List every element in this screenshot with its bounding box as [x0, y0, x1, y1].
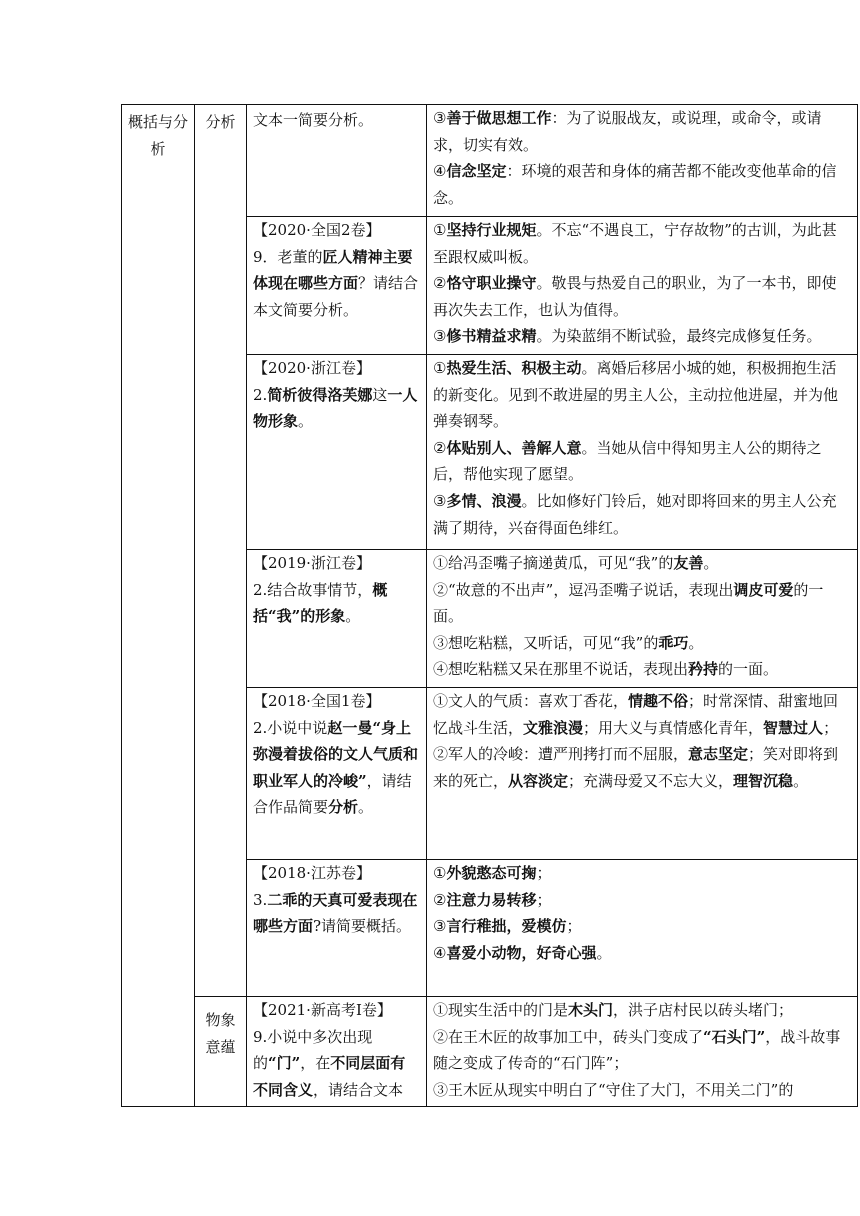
answer-cell — [427, 997, 858, 1107]
answer-cell — [427, 550, 858, 688]
question-cell — [247, 550, 427, 688]
question-source: 【2018·全国1卷】 — [253, 692, 381, 710]
question-text: 3.二乖的天真可爱表现在哪些方面?请简要概括。 — [253, 890, 418, 936]
question-text: 9．老董的匠人精神主要体现在哪些方面？请结合本文简要分析。 — [253, 247, 419, 319]
question-cell — [247, 217, 427, 355]
question-source: 【2018·江苏卷】 — [253, 864, 371, 882]
answer-line: ④信念坚定：环境的艰苦和身体的痛苦都不能改变他革命的信念。 — [433, 162, 837, 207]
answer-line: ①给冯歪嘴子摘递黄瓜，可见“我”的友善。 — [433, 554, 719, 572]
question-cell — [247, 355, 427, 550]
question-text: 9.小说中多次出现的“门”，在不同层面有不同含义，请结合文本 — [253, 1027, 406, 1099]
answer-cell — [427, 688, 858, 860]
analysis-table — [121, 104, 858, 1107]
answer-line: ①文人的气质：喜欢丁香花，情趣不俗；时常深情、甜蜜地回忆战斗生活，文雅浪漫；用大义与真情感化青年，智慧过人； — [433, 692, 839, 737]
answer-line: ②体贴别人、善解人意。当她从信中得知男主人公的期待之后，帮他实现了愿望。 — [433, 438, 822, 484]
question-cell — [247, 860, 427, 997]
table-row — [122, 105, 858, 217]
question-cell — [247, 105, 427, 217]
question-cell — [247, 997, 427, 1107]
question-cell — [247, 688, 427, 860]
answer-line: ③王木匠从现实中明白了“守住了大门，不用关二门”的 — [433, 1080, 794, 1099]
answer-line: ④想吃粘糕又呆在那里不说话，表现出矜持的一面。 — [433, 660, 779, 679]
question-text: 2.简析彼得洛芙娜这一人物形象。 — [253, 385, 418, 431]
answer-cell — [427, 860, 858, 997]
question-source: 【2019·浙江卷】 — [253, 554, 371, 572]
question-source: 【2020·全国2卷】 — [253, 221, 381, 239]
subcategory-cell — [195, 105, 247, 997]
answer-line: ③言行稚拙，爱模仿； — [433, 917, 582, 936]
answer-cell — [427, 105, 858, 217]
answer-line: ①现实生活中的门是木头门，洪子店村民以砖头堵门； — [433, 1001, 794, 1019]
answer-line: ②在王木匠的故事加工中，砖头门变成了“石头门”，战斗故事随之变成了传奇的“石门阵”； — [433, 1027, 841, 1073]
question-text: 文本一简要分析。 — [253, 111, 374, 129]
category-cell — [122, 105, 195, 1107]
answer-line: ③多情、浪漫。比如修好门铃后，她对即将回来的男主人公充满了期待，兴奋得面色绯红。 — [433, 491, 837, 537]
subcategory-label: 物象意蕴 — [205, 1011, 236, 1056]
answer-line: ①外貌憨态可掬； — [433, 864, 552, 882]
answer-line: ①坚持行业规矩。不忘“不遇良工，宁存故物”的古训，为此甚至跟权威叫板。 — [433, 221, 837, 266]
subcategory-label: 分析 — [205, 113, 236, 131]
answer-cell — [427, 217, 858, 355]
answer-line: ②注意力易转移； — [433, 890, 552, 909]
answer-line: ③善于做思想工作：为了说服战友，或说理，或命令，或请求，切实有效。 — [433, 109, 822, 154]
subcategory-cell — [195, 997, 247, 1107]
answer-line: ②军人的冷峻：遭严刑拷打而不屈服，意志坚定；笑对即将到来的死亡，从容淡定；充满母爱又不忘大义，理智沉稳。 — [433, 745, 839, 790]
question-source: 【2021·新高考Ⅰ卷】 — [253, 1001, 392, 1019]
answer-line: ③修书精益求精。为染蓝绢不断试验，最终完成修复任务。 — [433, 327, 822, 346]
answer-line: ①热爱生活、积极主动。离婚后移居小城的她，积极拥抱生活的新变化。见到不敢进屋的男主人公，主动拉他进屋，并为他弹奏钢琴。 — [433, 359, 839, 431]
answer-cell — [427, 355, 858, 550]
question-text: 2.小说中说赵一曼“身上弥漫着拔俗的文人气质和职业军人的冷峻”，请结合作品简要分析。 — [253, 718, 419, 817]
question-text: 2.结合故事情节，概括“我”的形象。 — [253, 580, 388, 626]
answer-line: ④喜爱小动物，好奇心强。 — [433, 943, 612, 962]
table-row — [122, 997, 858, 1107]
category-label: 概括与分析 — [128, 113, 189, 158]
answer-line: ③想吃粘糕，又听话，可见“我”的乖巧。 — [433, 633, 704, 652]
question-source: 【2020·浙江卷】 — [253, 359, 371, 377]
answer-line: ②恪守职业操守。敬畏与热爱自己的职业，为了一本书，即使再次失去工作，也认为值得。 — [433, 274, 837, 319]
answer-line: ②“故意的不出声”，逗冯歪嘴子说话，表现出调皮可爱的一面。 — [433, 580, 824, 626]
